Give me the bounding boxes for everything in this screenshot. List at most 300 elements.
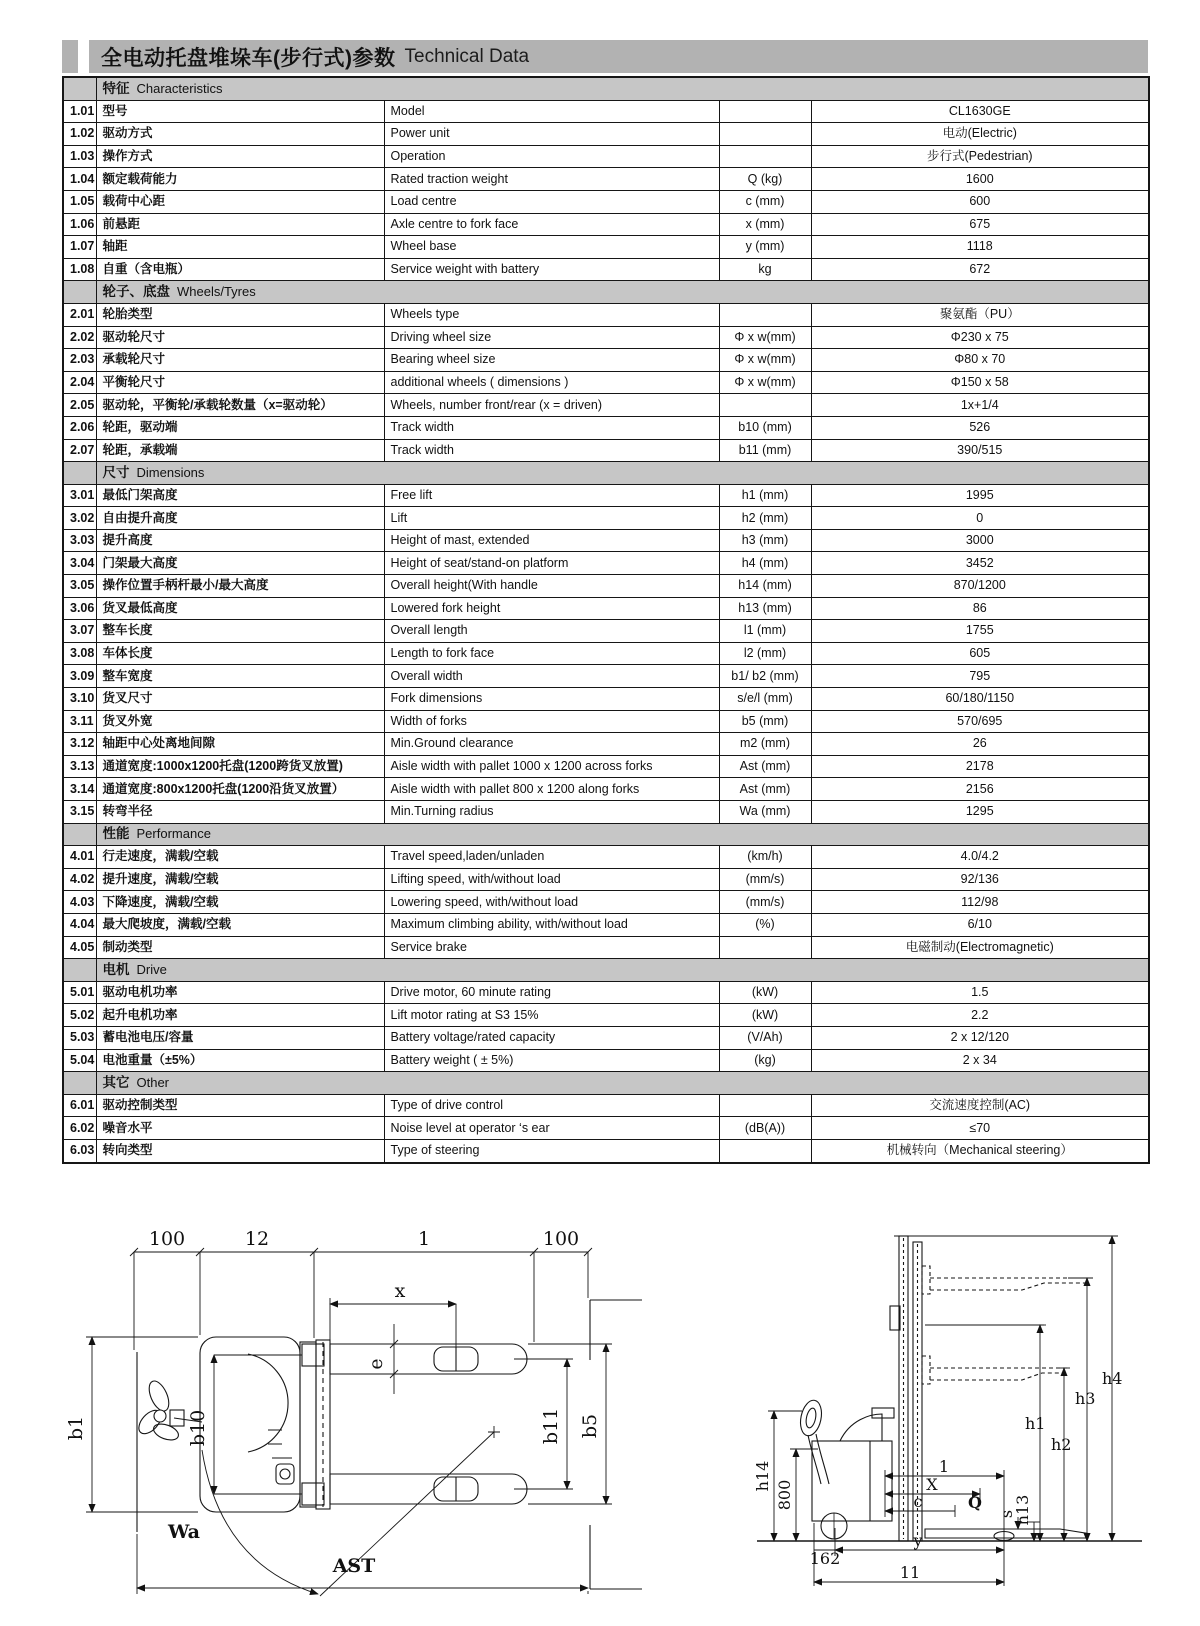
row-desc-en: Wheels type xyxy=(384,303,719,326)
dim-label-b1: b1 xyxy=(65,1415,87,1441)
row-no: 1.01 xyxy=(63,100,96,123)
row-desc-en: Height of seat/stand-on platform xyxy=(384,552,719,575)
row-desc-en: Aisle width with pallet 1000 x 1200 across forks xyxy=(384,755,719,778)
dim-label-x-side: X xyxy=(926,1475,938,1494)
row-value: Φ80 x 70 xyxy=(811,349,1149,372)
section-title-en: Other xyxy=(136,1074,170,1090)
top-view-diagram xyxy=(62,1192,687,1626)
section-title-en: Wheels/Tyres xyxy=(177,284,256,300)
row-value: 4.0/4.2 xyxy=(811,846,1149,869)
row-value: 2.2 xyxy=(811,1004,1149,1027)
row-no: 4.05 xyxy=(63,936,96,959)
row-value: 1118 xyxy=(811,236,1149,259)
row-no: 3.15 xyxy=(63,801,96,824)
row-desc-en: Fork dimensions xyxy=(384,688,719,711)
row-value: 86 xyxy=(811,597,1149,620)
dim-label-b11: b11 xyxy=(540,1407,562,1445)
spec-row xyxy=(63,371,1149,394)
spec-row xyxy=(63,394,1149,417)
row-value: 870/1200 xyxy=(811,575,1149,598)
drive-wheel-bottom xyxy=(302,1483,324,1505)
row-value: CL1630GE xyxy=(811,100,1149,123)
row-symbol: Φ x w(mm) xyxy=(719,371,811,394)
row-value: 600 xyxy=(811,190,1149,213)
row-desc-en: Track width xyxy=(384,416,719,439)
row-desc-en: Rated traction weight xyxy=(384,168,719,191)
row-desc-en: Overall height(With handle xyxy=(384,575,719,598)
row-value: 795 xyxy=(811,665,1149,688)
spec-table xyxy=(62,76,1150,1164)
title-bar xyxy=(62,40,1148,73)
row-value: 60/180/1150 xyxy=(811,688,1149,711)
row-symbol xyxy=(719,1094,811,1117)
row-desc-en: Operation xyxy=(384,145,719,168)
row-no: 3.07 xyxy=(63,620,96,643)
row-no: 2.03 xyxy=(63,349,96,372)
section-title-zh: 尺寸 xyxy=(102,464,130,480)
spec-row xyxy=(63,416,1149,439)
spec-row xyxy=(63,710,1149,733)
row-symbol: Ast (mm) xyxy=(719,755,811,778)
row-symbol: h14 (mm) xyxy=(719,575,811,598)
section-title xyxy=(96,77,1149,100)
row-desc-zh: 轮距，承载端 xyxy=(96,439,384,462)
row-no: 2.02 xyxy=(63,326,96,349)
spec-row xyxy=(63,778,1149,801)
row-desc-en: Power unit xyxy=(384,123,719,146)
row-value: Φ230 x 75 xyxy=(811,326,1149,349)
row-symbol: b10 (mm) xyxy=(719,416,811,439)
row-desc-en: Type of drive control xyxy=(384,1094,719,1117)
row-symbol: Ast (mm) xyxy=(719,778,811,801)
page-title-en: Technical Data xyxy=(404,45,530,67)
row-desc-en: Min.Ground clearance xyxy=(384,733,719,756)
row-value: 92/136 xyxy=(811,868,1149,891)
section-no-cell xyxy=(63,281,96,304)
dim-label-e: e xyxy=(365,1358,387,1370)
row-symbol: b5 (mm) xyxy=(719,710,811,733)
section-title xyxy=(96,281,1149,304)
spec-row xyxy=(63,1026,1149,1049)
spec-row xyxy=(63,642,1149,665)
spec-row xyxy=(63,529,1149,552)
row-desc-zh: 货叉外宽 xyxy=(96,710,384,733)
dim-label-x: x xyxy=(394,1280,406,1302)
row-desc-zh: 提升速度，满载/空载 xyxy=(96,868,384,891)
page-title-zh: 全电动托盘堆垛车(步行式)参数 xyxy=(101,46,396,70)
row-desc-zh: 轮胎类型 xyxy=(96,303,384,326)
row-symbol: h1 (mm) xyxy=(719,484,811,507)
section-title-en: Characteristics xyxy=(136,80,223,96)
row-desc-zh: 自重（含电瓶） xyxy=(96,258,384,281)
dim-label-100-right: 100 xyxy=(542,1228,580,1250)
row-symbol: c (mm) xyxy=(719,190,811,213)
spec-row xyxy=(63,575,1149,598)
row-symbol xyxy=(719,100,811,123)
row-desc-zh: 驱动轮尺寸 xyxy=(96,326,384,349)
spec-row xyxy=(63,258,1149,281)
row-desc-en: Drive motor, 60 minute rating xyxy=(384,981,719,1004)
section-no-cell xyxy=(63,77,96,100)
row-no: 4.04 xyxy=(63,913,96,936)
spec-row xyxy=(63,981,1149,1004)
section-title-zh: 其它 xyxy=(102,1074,130,1090)
row-no: 3.08 xyxy=(63,642,96,665)
row-no: 3.12 xyxy=(63,733,96,756)
row-desc-en: Aisle width with pallet 800 x 1200 along forks xyxy=(384,778,719,801)
row-no: 6.01 xyxy=(63,1094,96,1117)
section-no-cell xyxy=(63,1072,96,1095)
row-desc-zh: 电池重量（±5%） xyxy=(96,1049,384,1072)
row-desc-en: Travel speed,laden/unladen xyxy=(384,846,719,869)
row-desc-zh: 蓄电池电压/容量 xyxy=(96,1026,384,1049)
spec-row xyxy=(63,913,1149,936)
row-desc-zh: 车体长度 xyxy=(96,642,384,665)
row-desc-en: Lift xyxy=(384,507,719,530)
section-header-row xyxy=(63,1072,1149,1095)
row-value: 605 xyxy=(811,642,1149,665)
row-desc-zh: 轴距 xyxy=(96,236,384,259)
row-symbol: Φ x w(mm) xyxy=(719,349,811,372)
dim-label-100-left: 100 xyxy=(148,1228,186,1250)
row-desc-zh: 载荷中心距 xyxy=(96,190,384,213)
spec-row xyxy=(63,936,1149,959)
row-desc-zh: 通道宽度:800x1200托盘(1200沿货叉放置） xyxy=(96,778,384,801)
row-value: 112/98 xyxy=(811,891,1149,914)
row-desc-en: Lifting speed, with/without load xyxy=(384,868,719,891)
row-value: 526 xyxy=(811,416,1149,439)
row-desc-zh: 噪音水平 xyxy=(96,1117,384,1140)
row-no: 6.02 xyxy=(63,1117,96,1140)
row-value: ≤70 xyxy=(811,1117,1149,1140)
row-no: 3.14 xyxy=(63,778,96,801)
row-value: 1.5 xyxy=(811,981,1149,1004)
row-value: 390/515 xyxy=(811,439,1149,462)
row-symbol: (kg) xyxy=(719,1049,811,1072)
row-no: 3.03 xyxy=(63,529,96,552)
row-no: 1.08 xyxy=(63,258,96,281)
row-desc-zh: 通道宽度:1000x1200托盘(1200跨货叉放置) xyxy=(96,755,384,778)
section-header-row xyxy=(63,77,1149,100)
spec-row xyxy=(63,801,1149,824)
row-no: 5.04 xyxy=(63,1049,96,1072)
spec-row xyxy=(63,168,1149,191)
spec-row xyxy=(63,1139,1149,1162)
row-value: 2 x 34 xyxy=(811,1049,1149,1072)
section-title-en: Drive xyxy=(136,961,167,977)
row-symbol: (dB(A)) xyxy=(719,1117,811,1140)
row-no: 1.06 xyxy=(63,213,96,236)
row-desc-zh: 承载轮尺寸 xyxy=(96,349,384,372)
dim-label-y: y xyxy=(913,1531,923,1550)
row-symbol xyxy=(719,123,811,146)
section-header-row xyxy=(63,462,1149,485)
row-symbol: (kW) xyxy=(719,1004,811,1027)
row-desc-en: Lift motor rating at S3 15% xyxy=(384,1004,719,1027)
row-symbol: s/e/l (mm) xyxy=(719,688,811,711)
dim-label-wa: Wa xyxy=(168,1521,200,1543)
spec-row xyxy=(63,688,1149,711)
row-no: 5.01 xyxy=(63,981,96,1004)
row-desc-zh: 提升高度 xyxy=(96,529,384,552)
row-no: 4.03 xyxy=(63,891,96,914)
row-value: Φ150 x 58 xyxy=(811,371,1149,394)
row-desc-en: Driving wheel size xyxy=(384,326,719,349)
spec-row xyxy=(63,507,1149,530)
row-no: 6.03 xyxy=(63,1139,96,1162)
row-symbol: y (mm) xyxy=(719,236,811,259)
row-value: 交流速度控制(AC) xyxy=(811,1094,1149,1117)
row-symbol: m2 (mm) xyxy=(719,733,811,756)
row-value: 26 xyxy=(811,733,1149,756)
section-title-zh: 性能 xyxy=(102,826,130,842)
row-no: 2.01 xyxy=(63,303,96,326)
row-symbol xyxy=(719,145,811,168)
row-desc-en: Length to fork face xyxy=(384,642,719,665)
row-symbol: (km/h) xyxy=(719,846,811,869)
row-desc-zh: 驱动方式 xyxy=(96,123,384,146)
dim-label-b10: b10 xyxy=(187,1409,209,1447)
spec-row xyxy=(63,620,1149,643)
section-title xyxy=(96,1072,1149,1095)
row-desc-zh: 起升电机功率 xyxy=(96,1004,384,1027)
section-no-cell xyxy=(63,959,96,982)
section-header-row xyxy=(63,823,1149,846)
row-no: 3.05 xyxy=(63,575,96,598)
row-symbol: h2 (mm) xyxy=(719,507,811,530)
row-value: 2 x 12/120 xyxy=(811,1026,1149,1049)
row-desc-en: Wheel base xyxy=(384,236,719,259)
dim-label-b5: b5 xyxy=(579,1413,601,1439)
spec-row xyxy=(63,236,1149,259)
row-no: 3.02 xyxy=(63,507,96,530)
row-desc-zh: 操作方式 xyxy=(96,145,384,168)
fork-top xyxy=(330,1344,527,1374)
row-symbol: (%) xyxy=(719,913,811,936)
truck-body-side xyxy=(812,1408,894,1539)
right-wall-upper-hatch xyxy=(590,1300,642,1360)
section-title-zh: 特征 xyxy=(102,80,130,96)
spec-row xyxy=(63,439,1149,462)
spec-row xyxy=(63,213,1149,236)
row-symbol: b1/ b2 (mm) xyxy=(719,665,811,688)
row-value: 675 xyxy=(811,213,1149,236)
row-value: 3452 xyxy=(811,552,1149,575)
spec-row xyxy=(63,868,1149,891)
row-desc-en: Battery voltage/rated capacity xyxy=(384,1026,719,1049)
spec-row xyxy=(63,1094,1149,1117)
row-symbol: x (mm) xyxy=(719,213,811,236)
row-desc-zh: 门架最大高度 xyxy=(96,552,384,575)
row-desc-zh: 转弯半径 xyxy=(96,801,384,824)
row-desc-zh: 下降速度，满载/空载 xyxy=(96,891,384,914)
spec-row xyxy=(63,1117,1149,1140)
spec-row xyxy=(63,484,1149,507)
fork-bottom xyxy=(330,1474,527,1504)
row-desc-en: Lowered fork height xyxy=(384,597,719,620)
row-value: 电动(Electric) xyxy=(811,123,1149,146)
row-desc-en: Battery weight ( ± 5%) xyxy=(384,1049,719,1072)
row-desc-en: Overall width xyxy=(384,665,719,688)
row-desc-en: Lowering speed, with/without load xyxy=(384,891,719,914)
spec-row xyxy=(63,665,1149,688)
row-symbol: h4 (mm) xyxy=(719,552,811,575)
title-bar-left-block xyxy=(62,40,78,73)
fork-mid xyxy=(922,1356,1068,1384)
row-value: 0 xyxy=(811,507,1149,530)
row-no: 1.05 xyxy=(63,190,96,213)
row-symbol: h13 (mm) xyxy=(719,597,811,620)
row-symbol: h3 (mm) xyxy=(719,529,811,552)
row-desc-zh: 最大爬坡度，满载/空载 xyxy=(96,913,384,936)
row-value: 570/695 xyxy=(811,710,1149,733)
row-no: 4.01 xyxy=(63,846,96,869)
row-no: 1.02 xyxy=(63,123,96,146)
dim-label-162: 162 xyxy=(809,1549,841,1568)
row-desc-en: Track width xyxy=(384,439,719,462)
row-no: 3.09 xyxy=(63,665,96,688)
row-no: 1.03 xyxy=(63,145,96,168)
spec-row xyxy=(63,145,1149,168)
row-symbol xyxy=(719,1139,811,1162)
dim-label-800: 800 xyxy=(775,1479,794,1511)
row-symbol: Φ x w(mm) xyxy=(719,326,811,349)
row-desc-zh: 轮距，驱动端 xyxy=(96,416,384,439)
row-symbol xyxy=(719,936,811,959)
section-title xyxy=(96,823,1149,846)
row-desc-zh: 平衡轮尺寸 xyxy=(96,371,384,394)
section-title-en: Performance xyxy=(136,826,211,842)
row-no: 5.02 xyxy=(63,1004,96,1027)
row-value: 1295 xyxy=(811,801,1149,824)
row-value: 1755 xyxy=(811,620,1149,643)
section-title xyxy=(96,462,1149,485)
row-value: 聚氨酯（PU） xyxy=(811,303,1149,326)
row-no: 1.07 xyxy=(63,236,96,259)
row-desc-zh: 转向类型 xyxy=(96,1139,384,1162)
row-desc-zh: 驱动电机功率 xyxy=(96,981,384,1004)
row-no: 4.02 xyxy=(63,868,96,891)
row-value: 机械转向（Mechanical steering） xyxy=(811,1139,1149,1162)
row-symbol: (V/Ah) xyxy=(719,1026,811,1049)
dim-label-l: 1 xyxy=(938,1457,950,1476)
truck-body-outline xyxy=(200,1337,300,1512)
row-desc-en: Bearing wheel size xyxy=(384,349,719,372)
row-no: 3.10 xyxy=(63,688,96,711)
row-desc-en: additional wheels ( dimensions ) xyxy=(384,371,719,394)
row-desc-zh: 驱动轮，平衡轮/承载轮数量（x=驱动轮） xyxy=(96,394,384,417)
section-title-zh: 电机 xyxy=(102,961,130,977)
row-desc-zh: 前悬距 xyxy=(96,213,384,236)
section-header-row xyxy=(63,959,1149,982)
row-desc-en: Width of forks xyxy=(384,710,719,733)
row-symbol: Q (kg) xyxy=(719,168,811,191)
row-no: 5.03 xyxy=(63,1026,96,1049)
row-desc-zh: 自由提升高度 xyxy=(96,507,384,530)
row-no: 2.04 xyxy=(63,371,96,394)
row-desc-en: Wheels, number front/rear (x = driven) xyxy=(384,394,719,417)
spec-row xyxy=(63,349,1149,372)
row-symbol: l2 (mm) xyxy=(719,642,811,665)
row-symbol: (kW) xyxy=(719,981,811,1004)
dim-label-ast: AST xyxy=(332,1555,376,1577)
row-desc-en: Free lift xyxy=(384,484,719,507)
row-desc-en: Overall length xyxy=(384,620,719,643)
row-symbol: l1 (mm) xyxy=(719,620,811,643)
row-desc-en: Type of steering xyxy=(384,1139,719,1162)
row-symbol xyxy=(719,303,811,326)
row-desc-zh: 货叉尺寸 xyxy=(96,688,384,711)
spec-row xyxy=(63,303,1149,326)
spec-row xyxy=(63,552,1149,575)
dim-label-l2: 12 xyxy=(244,1228,270,1250)
row-desc-zh: 驱动控制类型 xyxy=(96,1094,384,1117)
section-no-cell xyxy=(63,462,96,485)
row-symbol: b11 (mm) xyxy=(719,439,811,462)
row-value: 2178 xyxy=(811,755,1149,778)
row-desc-zh: 型号 xyxy=(96,100,384,123)
row-desc-en: Maximum climbing ability, with/without load xyxy=(384,913,719,936)
row-no: 2.06 xyxy=(63,416,96,439)
spec-row xyxy=(63,1004,1149,1027)
dim-label-h3: h3 xyxy=(1075,1389,1096,1408)
row-desc-zh: 整车长度 xyxy=(96,620,384,643)
row-no: 3.11 xyxy=(63,710,96,733)
dim-label-s: s xyxy=(997,1509,1016,1519)
spec-row xyxy=(63,733,1149,756)
row-value: 3000 xyxy=(811,529,1149,552)
row-value: 1995 xyxy=(811,484,1149,507)
dim-label-l: 1 xyxy=(417,1228,431,1250)
spec-row xyxy=(63,846,1149,869)
row-desc-en: Service brake xyxy=(384,936,719,959)
row-desc-zh: 制动类型 xyxy=(96,936,384,959)
dim-label-q: Q xyxy=(968,1493,982,1512)
row-value: 1x+1/4 xyxy=(811,394,1149,417)
row-desc-en: Noise level at operator ‘s ear xyxy=(384,1117,719,1140)
dim-label-h13: h13 xyxy=(1013,1494,1032,1526)
row-value: 步行式(Pedestrian) xyxy=(811,145,1149,168)
row-value: 672 xyxy=(811,258,1149,281)
row-symbol: (mm/s) xyxy=(719,891,811,914)
spec-row xyxy=(63,190,1149,213)
spec-row xyxy=(63,100,1149,123)
title-bar-main xyxy=(89,40,1148,73)
row-desc-zh: 最低门架高度 xyxy=(96,484,384,507)
spec-row xyxy=(63,597,1149,620)
row-value: 2156 xyxy=(811,778,1149,801)
spec-row xyxy=(63,1049,1149,1072)
row-desc-zh: 操作位置手柄杆最小/最大高度 xyxy=(96,575,384,598)
row-no: 3.04 xyxy=(63,552,96,575)
row-symbol: (mm/s) xyxy=(719,868,811,891)
row-desc-zh: 轴距中心处离地间隙 xyxy=(96,733,384,756)
row-value: 1600 xyxy=(811,168,1149,191)
row-symbol: kg xyxy=(719,258,811,281)
section-header-row xyxy=(63,281,1149,304)
row-desc-zh: 整车宽度 xyxy=(96,665,384,688)
row-desc-zh: 行走速度，满载/空载 xyxy=(96,846,384,869)
row-desc-en: Axle centre to fork face xyxy=(384,213,719,236)
dim-label-h14: h14 xyxy=(753,1460,772,1492)
row-no: 1.04 xyxy=(63,168,96,191)
drive-wheel-top xyxy=(302,1344,324,1366)
row-no: 3.06 xyxy=(63,597,96,620)
row-desc-zh: 货叉最低高度 xyxy=(96,597,384,620)
row-value: 电磁制动(Electromagnetic) xyxy=(811,936,1149,959)
fork-raised xyxy=(922,1266,1087,1294)
section-title-en: Dimensions xyxy=(136,464,205,480)
